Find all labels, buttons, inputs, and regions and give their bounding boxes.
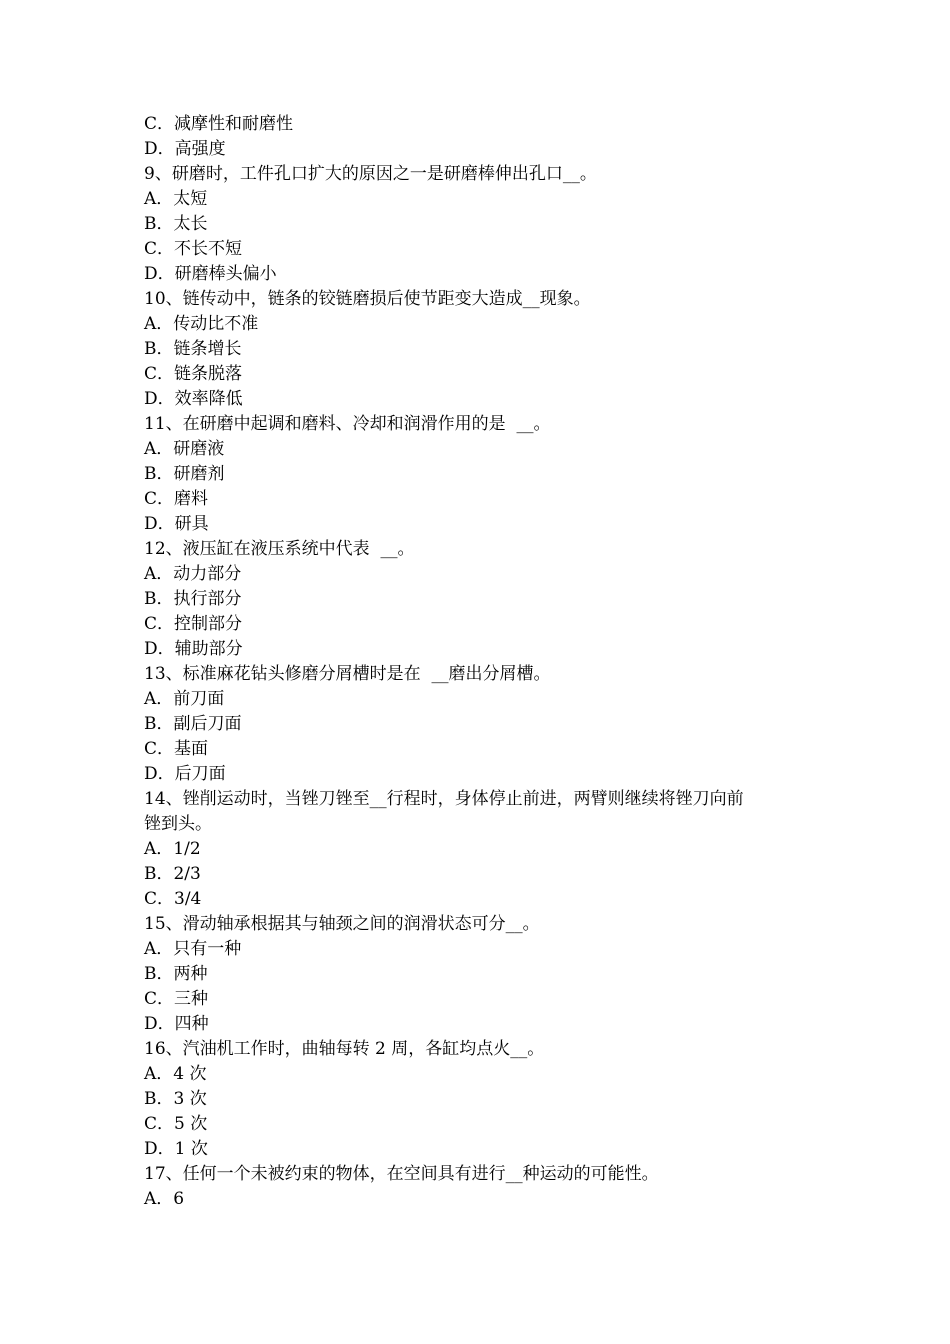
option-line: B．太长	[144, 214, 208, 234]
option-line: C．不长不短	[144, 239, 243, 259]
question-line: 12、液压缸在液压系统中代表 __。	[144, 539, 415, 559]
option-line: B．两种	[144, 964, 208, 984]
option-line: B．2/3	[144, 864, 201, 884]
option-line: D．后刀面	[144, 764, 226, 784]
question-line: 13、标准麻花钻头修磨分屑槽时是在 __磨出分屑槽。	[144, 664, 551, 684]
question-line: 16、汽油机工作时，曲轴每转 2 周，各缸均点火__。	[144, 1039, 545, 1059]
option-line: B．副后刀面	[144, 714, 242, 734]
option-line: B．3 次	[144, 1089, 207, 1109]
option-line: D．1 次	[144, 1139, 208, 1159]
option-line: D．效率降低	[144, 389, 243, 409]
option-line: A．只有一种	[144, 939, 242, 959]
option-line: B．执行部分	[144, 589, 242, 609]
option-line: A．6	[144, 1189, 185, 1209]
option-line: B．研磨剂	[144, 464, 225, 484]
option-line: A．1/2	[144, 839, 201, 859]
option-line: C．控制部分	[144, 614, 243, 634]
option-line: C．5 次	[144, 1114, 208, 1134]
option-line: D．高强度	[144, 139, 226, 159]
option-line: D．研磨棒头偏小	[144, 264, 277, 284]
option-line: C．磨料	[144, 489, 209, 509]
option-line: C．链条脱落	[144, 364, 243, 384]
question-line: 9、研磨时，工件孔口扩大的原因之一是研磨棒伸出孔口__。	[144, 164, 597, 184]
option-line: A．传动比不准	[144, 314, 259, 334]
option-line: A．动力部分	[144, 564, 242, 584]
option-line: C．减摩性和耐磨性	[144, 114, 294, 134]
question-line: 10、链传动中，链条的铰链磨损后使节距变大造成__现象。	[144, 289, 591, 309]
question-line: 17、任何一个未被约束的物体，在空间具有进行__种运动的可能性。	[144, 1164, 659, 1184]
option-line: D．四种	[144, 1014, 209, 1034]
option-line: C．3/4	[144, 889, 202, 909]
document-page	[144, 112, 824, 1212]
question-continuation-line: 锉到头。	[144, 814, 212, 834]
option-line: B．链条增长	[144, 339, 242, 359]
option-line: A．研磨液	[144, 439, 225, 459]
question-line: 14、锉削运动时，当锉刀锉至__行程时，身体停止前进，两臂则继续将锉刀向前	[144, 789, 744, 809]
question-line: 11、在研磨中起调和磨料、冷却和润滑作用的是 __。	[144, 414, 551, 434]
option-line: C．基面	[144, 739, 209, 759]
option-line: C．三种	[144, 989, 209, 1009]
option-line: A．太短	[144, 189, 208, 209]
option-line: A．前刀面	[144, 689, 225, 709]
option-line: D．辅助部分	[144, 639, 243, 659]
option-line: D．研具	[144, 514, 209, 534]
question-line: 15、滑动轴承根据其与轴颈之间的润滑状态可分__。	[144, 914, 540, 934]
option-line: A．4 次	[144, 1064, 207, 1084]
